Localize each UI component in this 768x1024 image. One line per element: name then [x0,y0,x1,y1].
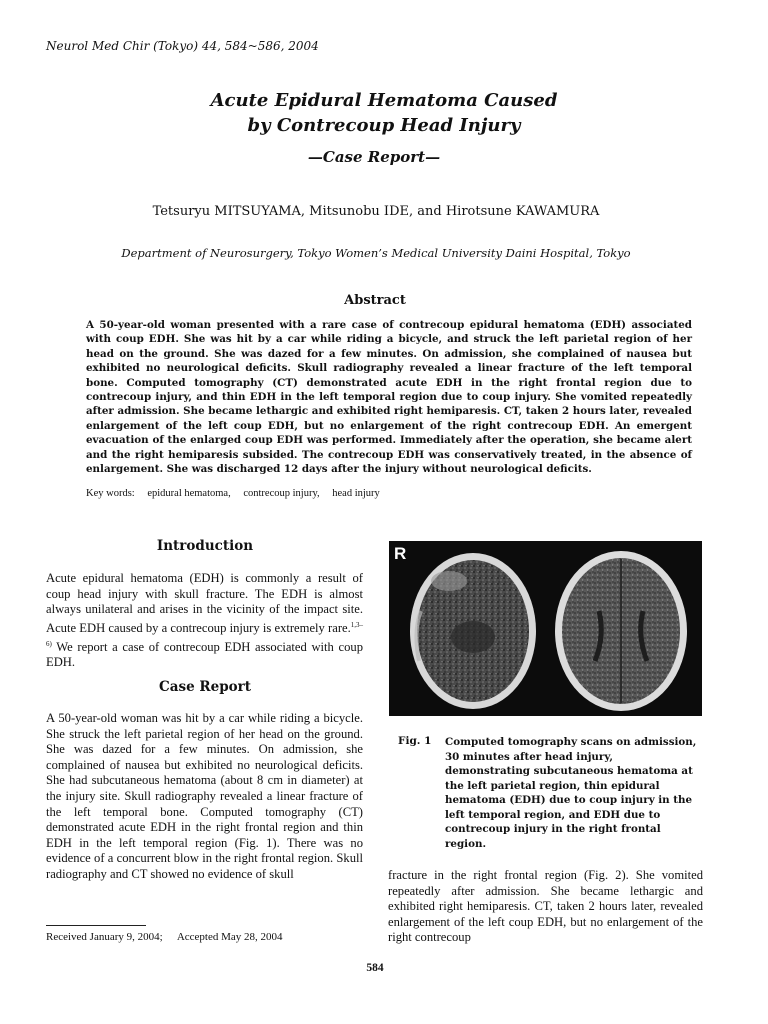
abstract-heading: Abstract [344,293,406,308]
introduction-text-part2: We report a case of contrecoup EDH associated with coup EDH. [46,639,363,670]
introduction-heading: Introduction [156,538,254,554]
dates-line [46,931,295,943]
case-report-heading: Case Report [159,679,251,695]
ct-scan-image [389,541,702,716]
accepted-date: Accepted May 28, 2004 [176,931,283,943]
keyword-item: head injury [332,488,380,499]
keywords-line [86,488,390,499]
keyword-item: epidural hematoma, [147,488,231,499]
article-title-line2: by Contrecoup Head Injury [247,115,521,136]
case-report-continued-text: fracture in the right frontal region (Fig. 2). She vomited repeatedly after admission. She became lethargic and exhibited right hemiparesis. CT, taken 2 hours later, revealed enlargement of the left coup EDH, but no enlargement of the right contrecoup [388,868,703,945]
article-title-line1: Acute Epidural Hematoma Caused [210,90,558,111]
journal-citation: Neurol Med Chir (Tokyo) 44, 584~586, 2004 [46,39,319,53]
page-number: 584 [366,962,384,974]
figure-caption: Computed tomography scans on admission, 30 minutes after head injury, demonstrating subcutaneous hematoma at the left parietal region, thin epidural hematoma (EDH) due to coup injury in the left temporal region, and EDH due to contrecoup injury in the right frontal region. [445,736,697,850]
article-subtitle: —Case Report— [307,148,441,166]
abstract-text: A 50-year-old woman presented with a rare case of contrecoup epidural hematoma (EDH) associated with coup EDH. She was hit by a car while riding a bicycle, and struck the left parietal region of her head on the ground. She was dazed for a few minutes. On admission, she complained of nausea but exhibited no neurological deficits. Skull radiography revealed a linear fracture of the left temporal bone. Computed tomography (CT) demonstrated acute EDH in the right frontal region due to contrecoup injury, and thin EDH in the left temporal region due to coup injury. She vomited repeatedly after admission. She became lethargic and exhibited right hemiparesis. CT, taken 2 hours later, revealed enlargement of the left coup EDH, but no enlargement of the right contrecoup EDH. An emergent evacuation of the enlarged coup EDH was performed. Immediately after the operation, she became alert and the right hemiparesis subsided. The contrecoup EDH was conservatively treated, in the absence of enlargement. She was discharged 12 days after the injury without neurological deficits. [86,319,692,476]
received-date: Received January 9, 2004; [46,931,163,943]
keywords-label: Key words: [86,488,135,499]
figure-label: Fig. 1 [398,735,432,747]
introduction-text [46,571,363,671]
author-affiliation: Department of Neurosurgery, Tokyo Women’s Medical University Daini Hospital, Tokyo [121,246,631,260]
ct-scan-figure [389,541,702,716]
orientation-marker: R [394,544,407,563]
author-list: Tetsuryu MITSUYAMA, Mitsunobu IDE, and Hirotsune KAWAMURA [152,204,600,219]
citation-superscript: 1,3–6) [46,620,363,648]
keyword-item: contrecoup injury, [243,488,320,499]
case-report-text: A 50-year-old woman was hit by a car while riding a bicycle. She struck the left parietal region of her head on the ground. She was dazed for a few minutes. On admission, she complained of nausea but exhibited no neurological deficits. She had subcutaneous hematoma (about 8 cm in diameter) at the injury site. Skull radiography revealed a linear fracture of the left temporal bone. Computed tomography (CT) demonstrated acute EDH in the right frontal region and thin EDH in the left temporal region (Fig. 1). There was no evidence of a concurrent blow in the right frontal region. Skull radiography and CT showed no evidence of skull [46,711,363,881]
introduction-text-part1: Acute epidural hematoma (EDH) is commonly a result of coup head injury with skull fracture. The EDH is almost always unilateral and arises in the vicinity of the impact site. Acute EDH caused by a contrecoup injury is extremely rare. [46,571,363,635]
footnote-rule [46,925,146,926]
